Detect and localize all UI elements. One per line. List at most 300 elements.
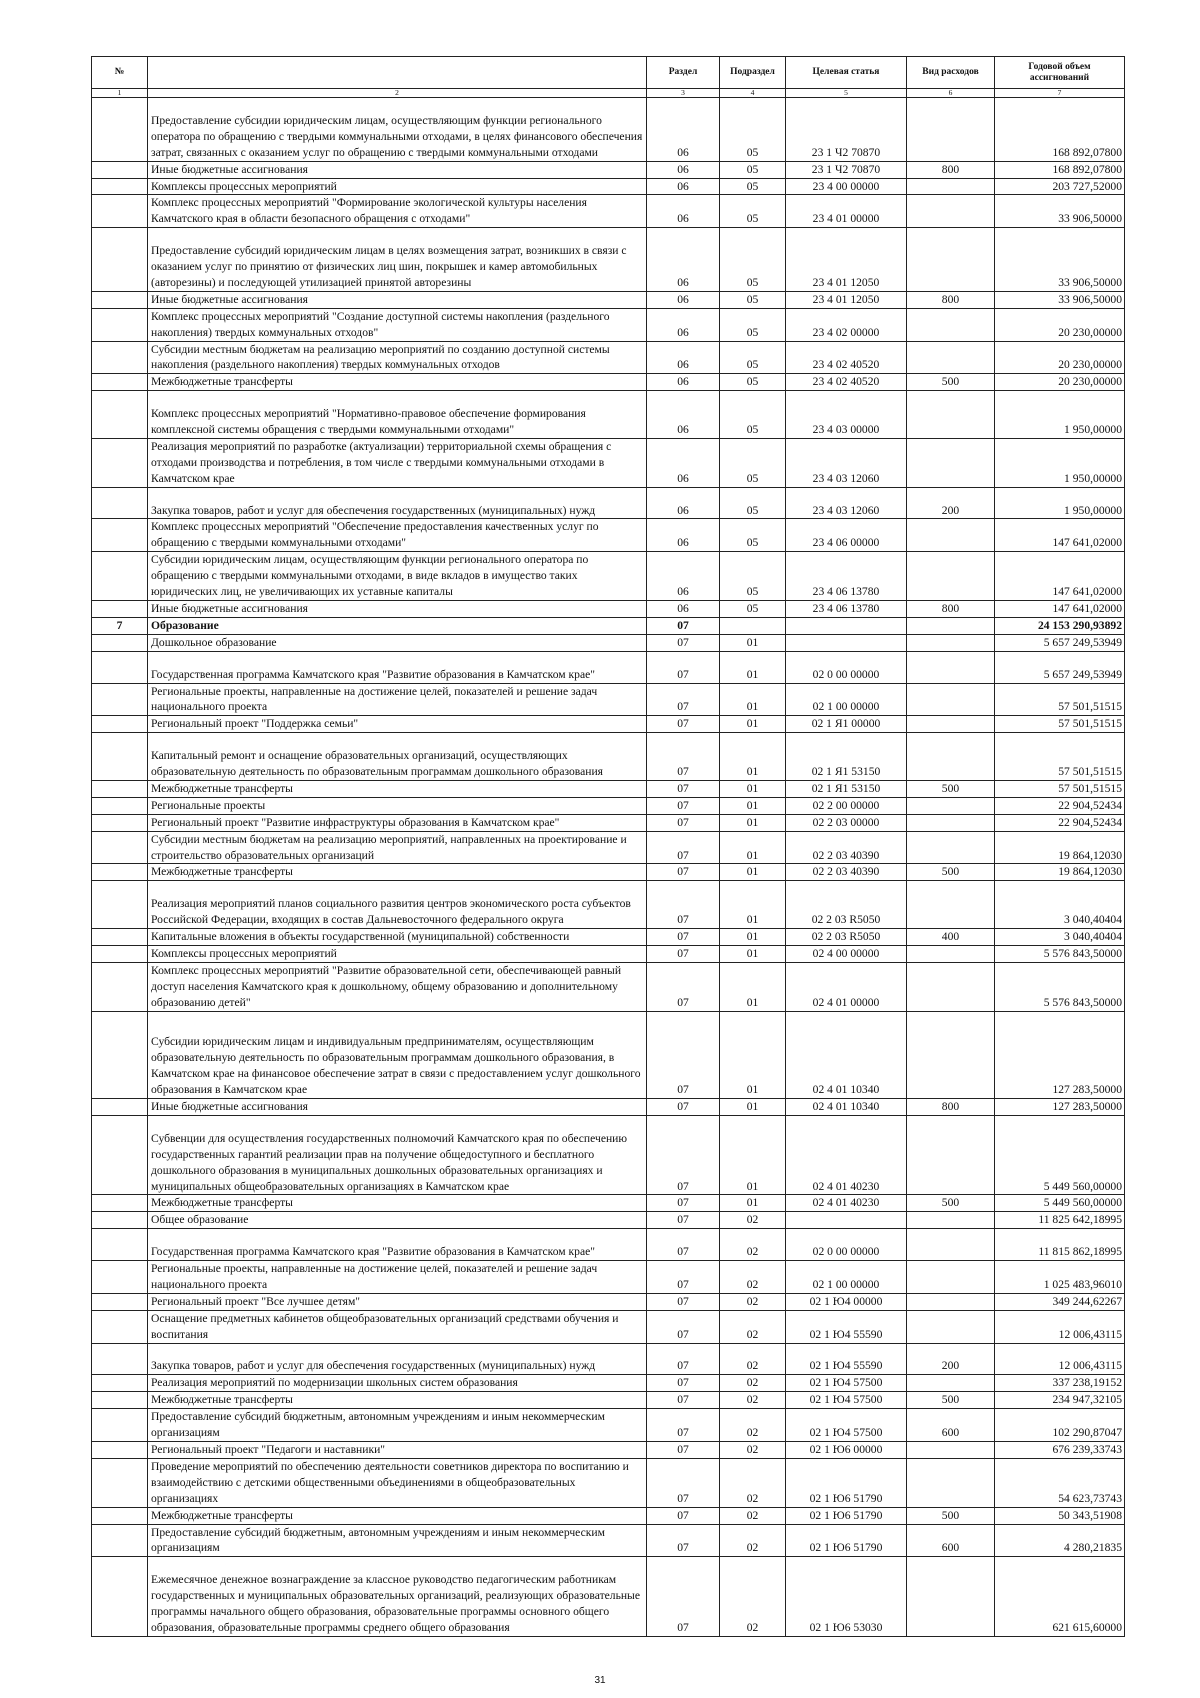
row-amount: 12 006,43115 <box>995 1310 1125 1343</box>
row-target: 02 2 03 R5050 <box>786 881 907 929</box>
row-target <box>786 617 907 634</box>
row-name: Образование <box>148 617 647 634</box>
row-target: 02 1 00 00000 <box>786 683 907 716</box>
row-section: 06 <box>647 552 720 601</box>
row-subsection: 01 <box>720 1195 786 1212</box>
row-number <box>92 881 148 929</box>
table-row <box>92 600 1125 617</box>
table-row <box>92 438 1125 487</box>
row-subsection: 01 <box>720 1115 786 1195</box>
table-row <box>92 831 1125 864</box>
header-target: Целевая статья <box>786 57 907 89</box>
row-expense-type: 800 <box>907 1099 995 1116</box>
row-number <box>92 391 148 439</box>
row-target: 02 1 00 00000 <box>786 1261 907 1294</box>
row-subsection: 05 <box>720 487 786 519</box>
row-subsection: 05 <box>720 195 786 228</box>
row-target: 23 4 00 00000 <box>786 178 907 195</box>
row-amount: 127 283,50000 <box>995 1011 1125 1098</box>
row-name: Комплекс процессных мероприятий "Нормативно-правовое обеспечение формирования комплексной системы обращения с твердыми коммунальными отходами" <box>148 391 647 439</box>
row-expense-type <box>907 651 995 683</box>
row-subsection: 01 <box>720 634 786 651</box>
table-row <box>92 1195 1125 1212</box>
row-name: Закупка товаров, работ и услуг для обеспечения государственных (муниципальных) нужд <box>148 487 647 519</box>
row-expense-type: 200 <box>907 1343 995 1375</box>
row-number <box>92 1293 148 1310</box>
row-expense-type <box>907 228 995 292</box>
row-section: 07 <box>647 1524 720 1557</box>
row-number <box>92 178 148 195</box>
row-section: 07 <box>647 1392 720 1409</box>
row-expense-type: 800 <box>907 291 995 308</box>
row-amount: 20 230,00000 <box>995 341 1125 374</box>
row-amount: 349 244,62267 <box>995 1293 1125 1310</box>
row-subsection: 01 <box>720 716 786 733</box>
row-target: 02 1 Ю6 00000 <box>786 1441 907 1458</box>
row-expense-type <box>907 98 995 162</box>
row-number <box>92 1343 148 1375</box>
row-subsection: 02 <box>720 1310 786 1343</box>
header-amount: Годовой объем ассигнований <box>995 57 1125 89</box>
table-row <box>92 161 1125 178</box>
row-subsection: 02 <box>720 1343 786 1375</box>
row-name: Проведение мероприятий по обеспечению деятельности советников директора по воспитанию и взаимодействию с детскими общественными объединениями в общеобразовательных организациях <box>148 1458 647 1507</box>
column-number: 7 <box>995 89 1125 98</box>
row-subsection: 02 <box>720 1458 786 1507</box>
row-number <box>92 1507 148 1524</box>
row-target: 23 4 06 13780 <box>786 552 907 601</box>
row-expense-type: 500 <box>907 1507 995 1524</box>
row-number <box>92 780 148 797</box>
row-expense-type <box>907 716 995 733</box>
row-amount: 57 501,51515 <box>995 716 1125 733</box>
row-name: Региональные проекты <box>148 797 647 814</box>
row-name: Межбюджетные трансферты <box>148 864 647 881</box>
row-amount: 102 290,87047 <box>995 1409 1125 1442</box>
row-name: Иные бюджетные ассигнования <box>148 1099 647 1116</box>
row-subsection: 01 <box>720 881 786 929</box>
row-expense-type <box>907 617 995 634</box>
row-section: 07 <box>647 1343 720 1375</box>
row-name: Комплекс процессных мероприятий "Развитие образовательной сети, обеспечивающей равный доступ населения Камчатского края к дошкольному, общему образованию и дополнительному образованию детей" <box>148 962 647 1011</box>
table-row <box>92 814 1125 831</box>
row-subsection: 01 <box>720 929 786 946</box>
row-number <box>92 341 148 374</box>
row-expense-type <box>907 1229 995 1261</box>
row-amount: 24 153 290,93892 <box>995 617 1125 634</box>
table-row <box>92 1310 1125 1343</box>
row-amount: 12 006,43115 <box>995 1343 1125 1375</box>
row-name: Субвенции для осуществления государственных полномочий Камчатского края по обеспечению государственных гарантий реализации прав на получение общедоступного и бесплатного дошкольного образования в муниципальных дошкольных образовательных организациях и муниципальных общеобразовательных организациях в Камчатском крае <box>148 1115 647 1195</box>
row-expense-type <box>907 814 995 831</box>
row-section: 06 <box>647 487 720 519</box>
row-name: Капитальный ремонт и оснащение образовательных организаций, осуществляющих образовательную деятельность по образовательным программам дошкольного образования <box>148 733 647 781</box>
row-expense-type: 500 <box>907 864 995 881</box>
row-amount: 234 947,32105 <box>995 1392 1125 1409</box>
row-name: Региональные проекты, направленные на достижение целей, показателей и решение задач национального проекта <box>148 683 647 716</box>
row-section: 07 <box>647 929 720 946</box>
row-amount: 1 025 483,96010 <box>995 1261 1125 1294</box>
table-row <box>92 1441 1125 1458</box>
row-target: 23 4 03 12060 <box>786 487 907 519</box>
row-subsection: 02 <box>720 1557 786 1637</box>
row-amount: 168 892,07800 <box>995 98 1125 162</box>
row-name: Региональные проекты, направленные на достижение целей, показателей и решение задач национального проекта <box>148 1261 647 1294</box>
row-subsection: 05 <box>720 178 786 195</box>
row-subsection <box>720 617 786 634</box>
row-expense-type <box>907 519 995 552</box>
row-number <box>92 161 148 178</box>
row-target: 02 1 Ю6 53030 <box>786 1557 907 1637</box>
row-number <box>92 716 148 733</box>
row-name: Комплекс процессных мероприятий "Создание доступной системы накопления (раздельного накопления) твердых коммунальных отходов" <box>148 308 647 341</box>
row-amount: 147 641,02000 <box>995 600 1125 617</box>
row-number <box>92 864 148 881</box>
row-subsection: 02 <box>720 1229 786 1261</box>
row-number <box>92 600 148 617</box>
table-row <box>92 1212 1125 1229</box>
row-subsection: 02 <box>720 1409 786 1442</box>
row-expense-type <box>907 797 995 814</box>
header-row <box>92 57 1125 89</box>
row-section: 06 <box>647 374 720 391</box>
row-target: 02 2 03 R5050 <box>786 929 907 946</box>
header-expense-type: Вид расходов <box>907 57 995 89</box>
row-section: 07 <box>647 1011 720 1098</box>
row-number <box>92 683 148 716</box>
row-expense-type <box>907 1261 995 1294</box>
row-name: Государственная программа Камчатского края "Развитие образования в Камчатском крае" <box>148 1229 647 1261</box>
row-amount: 54 623,73743 <box>995 1458 1125 1507</box>
row-amount: 1 950,00000 <box>995 438 1125 487</box>
table-row <box>92 929 1125 946</box>
row-expense-type <box>907 1293 995 1310</box>
table-row <box>92 1524 1125 1557</box>
row-name: Субсидии местным бюджетам на реализацию мероприятий по созданию доступной системы накопления (раздельного накопления) твердых коммунальных отходов <box>148 341 647 374</box>
row-number: 7 <box>92 617 148 634</box>
row-subsection: 05 <box>720 391 786 439</box>
row-amount: 57 501,51515 <box>995 733 1125 781</box>
row-name: Ежемесячное денежное вознаграждение за классное руководство педагогическим работникам государственных и муниципальных образовательных организаций, реализующих образовательные программы начального общего образования, образовательные программы основного общего образования, образовательные программы среднего общего образования <box>148 1557 647 1637</box>
row-number <box>92 1557 148 1637</box>
row-number <box>92 291 148 308</box>
row-expense-type <box>907 552 995 601</box>
row-section: 07 <box>647 881 720 929</box>
row-target: 02 1 Я1 53150 <box>786 733 907 781</box>
row-target: 02 2 03 40390 <box>786 831 907 864</box>
row-expense-type: 800 <box>907 600 995 617</box>
row-number <box>92 1115 148 1195</box>
table-row <box>92 1099 1125 1116</box>
row-amount: 147 641,02000 <box>995 552 1125 601</box>
row-expense-type <box>907 1441 995 1458</box>
row-expense-type <box>907 1115 995 1195</box>
row-section: 07 <box>647 1229 720 1261</box>
row-number <box>92 1011 148 1098</box>
column-number: 1 <box>92 89 148 98</box>
row-number <box>92 1229 148 1261</box>
row-section: 06 <box>647 391 720 439</box>
row-name: Реализация мероприятий по разработке (актуализации) территориальной схемы обращения с отходами производства и потребления, в том числе с твердыми коммунальными отходами в Камчатском крае <box>148 438 647 487</box>
table-row <box>92 195 1125 228</box>
row-subsection: 01 <box>720 1099 786 1116</box>
table-row <box>92 780 1125 797</box>
row-number <box>92 438 148 487</box>
row-subsection: 01 <box>720 780 786 797</box>
row-section: 07 <box>647 1115 720 1195</box>
table-row <box>92 1261 1125 1294</box>
row-target <box>786 634 907 651</box>
row-number <box>92 831 148 864</box>
row-amount: 3 040,40404 <box>995 881 1125 929</box>
table-row <box>92 228 1125 292</box>
row-name: Комплексы процессных мероприятий <box>148 945 647 962</box>
row-name: Оснащение предметных кабинетов общеобразовательных организаций средствами обучения и воспитания <box>148 1310 647 1343</box>
row-name: Межбюджетные трансферты <box>148 780 647 797</box>
row-subsection: 05 <box>720 228 786 292</box>
row-amount: 5 657 249,53949 <box>995 651 1125 683</box>
row-amount: 1 950,00000 <box>995 391 1125 439</box>
row-name: Предоставление субсидий бюджетным, автономным учреждениям и иным некоммерческим организациям <box>148 1524 647 1557</box>
page-number: 31 <box>594 1675 606 1686</box>
table-row <box>92 634 1125 651</box>
row-expense-type: 500 <box>907 1195 995 1212</box>
row-name: Комплекс процессных мероприятий "Формирование экологической культуры населения Камчатского края в области безопасного обращения с отходами" <box>148 195 647 228</box>
row-amount: 33 906,50000 <box>995 291 1125 308</box>
row-expense-type <box>907 683 995 716</box>
table-row <box>92 1011 1125 1098</box>
row-section: 07 <box>647 864 720 881</box>
row-section: 07 <box>647 1458 720 1507</box>
row-number <box>92 962 148 1011</box>
column-number: 4 <box>720 89 786 98</box>
row-amount: 19 864,12030 <box>995 864 1125 881</box>
row-target: 23 1 Ч2 70870 <box>786 161 907 178</box>
row-number <box>92 374 148 391</box>
row-amount: 22 904,52434 <box>995 797 1125 814</box>
row-target: 23 4 02 40520 <box>786 341 907 374</box>
header-no: № <box>92 57 148 89</box>
table-row <box>92 552 1125 601</box>
row-expense-type: 500 <box>907 374 995 391</box>
row-section: 07 <box>647 945 720 962</box>
row-number <box>92 929 148 946</box>
row-subsection: 02 <box>720 1524 786 1557</box>
row-name: Межбюджетные трансферты <box>148 1195 647 1212</box>
row-number <box>92 487 148 519</box>
row-subsection: 05 <box>720 600 786 617</box>
row-name: Иные бюджетные ассигнования <box>148 600 647 617</box>
row-amount: 11 825 642,18995 <box>995 1212 1125 1229</box>
row-amount: 168 892,07800 <box>995 161 1125 178</box>
row-expense-type <box>907 1458 995 1507</box>
row-expense-type <box>907 831 995 864</box>
row-name: Закупка товаров, работ и услуг для обеспечения государственных (муниципальных) нужд <box>148 1343 647 1375</box>
row-number <box>92 195 148 228</box>
table-row <box>92 962 1125 1011</box>
row-number <box>92 797 148 814</box>
row-name: Предоставление субсидий бюджетным, автономным учреждениям и иным некоммерческим организациям <box>148 1409 647 1442</box>
row-amount: 19 864,12030 <box>995 831 1125 864</box>
row-section: 06 <box>647 161 720 178</box>
row-expense-type: 400 <box>907 929 995 946</box>
row-amount: 127 283,50000 <box>995 1099 1125 1116</box>
row-name: Субсидии юридическим лицам и индивидуальным предпринимателям, осуществляющим образовательную деятельность по образовательным программам дошкольного образования, в Камчатском крае на финансовое обеспечение затрат в связи с предоставлением услуг дошкольного образования в Камчатском крае <box>148 1011 647 1098</box>
row-section: 07 <box>647 1195 720 1212</box>
row-target: 23 4 03 00000 <box>786 391 907 439</box>
table-row <box>92 487 1125 519</box>
table-row <box>92 341 1125 374</box>
row-amount: 147 641,02000 <box>995 519 1125 552</box>
table-row <box>92 519 1125 552</box>
row-subsection: 01 <box>720 831 786 864</box>
row-name: Предоставление субсидии юридическим лицам, осуществляющим функции регионального оператора по обращению с твердыми коммунальными отходами, в целях финансового обеспечения затрат, связанных с оказанием услуг по обращению с твердыми коммунальными отходами <box>148 98 647 162</box>
table-row <box>92 291 1125 308</box>
row-number <box>92 1195 148 1212</box>
row-expense-type <box>907 1212 995 1229</box>
row-target: 02 1 Ю6 51790 <box>786 1507 907 1524</box>
row-number <box>92 1310 148 1343</box>
row-expense-type <box>907 634 995 651</box>
row-number <box>92 1441 148 1458</box>
row-amount: 5 657 249,53949 <box>995 634 1125 651</box>
table-row <box>92 683 1125 716</box>
row-target: 23 4 01 12050 <box>786 291 907 308</box>
row-expense-type: 500 <box>907 780 995 797</box>
row-amount: 20 230,00000 <box>995 308 1125 341</box>
row-subsection: 01 <box>720 651 786 683</box>
row-number <box>92 308 148 341</box>
row-subsection: 05 <box>720 552 786 601</box>
row-expense-type <box>907 391 995 439</box>
row-subsection: 01 <box>720 683 786 716</box>
row-target: 02 4 01 40230 <box>786 1115 907 1195</box>
row-name: Реализация мероприятий планов социального развития центров экономического роста субъектов Российской Федерации, входящих в состав Дальневосточного федерального округа <box>148 881 647 929</box>
table-row <box>92 617 1125 634</box>
row-number <box>92 634 148 651</box>
row-expense-type: 600 <box>907 1409 995 1442</box>
row-amount: 676 239,33743 <box>995 1441 1125 1458</box>
row-section: 07 <box>647 797 720 814</box>
row-section: 07 <box>647 683 720 716</box>
row-number <box>92 1524 148 1557</box>
row-number <box>92 228 148 292</box>
header-section: Раздел <box>647 57 720 89</box>
row-target: 02 4 01 10340 <box>786 1099 907 1116</box>
row-target: 23 4 01 00000 <box>786 195 907 228</box>
row-name: Предоставление субсидий юридическим лицам в целях возмещения затрат, возникших в связи с оказанием услуг по принятию от физических лиц шин, покрышек и камер автомобильных (авторезины) и последующей утилизацией принятой авторезины <box>148 228 647 292</box>
row-expense-type: 600 <box>907 1524 995 1557</box>
row-section: 07 <box>647 1557 720 1637</box>
row-subsection: 02 <box>720 1261 786 1294</box>
row-subsection: 05 <box>720 374 786 391</box>
row-subsection: 01 <box>720 797 786 814</box>
row-expense-type <box>907 1011 995 1098</box>
row-subsection: 01 <box>720 962 786 1011</box>
row-amount: 5 576 843,50000 <box>995 962 1125 1011</box>
row-expense-type: 200 <box>907 487 995 519</box>
row-target: 02 4 01 40230 <box>786 1195 907 1212</box>
row-name: Реализация мероприятий по модернизации школьных систем образования <box>148 1375 647 1392</box>
table-row <box>92 1458 1125 1507</box>
row-subsection: 05 <box>720 438 786 487</box>
row-expense-type <box>907 1375 995 1392</box>
row-number <box>92 1409 148 1442</box>
row-section: 06 <box>647 228 720 292</box>
table-row <box>92 864 1125 881</box>
row-expense-type: 800 <box>907 161 995 178</box>
row-target: 02 1 Ю4 57500 <box>786 1409 907 1442</box>
row-target: 23 4 06 00000 <box>786 519 907 552</box>
row-amount: 33 906,50000 <box>995 228 1125 292</box>
table-row <box>92 1115 1125 1195</box>
row-target: 02 1 Ю4 55590 <box>786 1310 907 1343</box>
row-amount: 337 238,19152 <box>995 1375 1125 1392</box>
row-subsection: 02 <box>720 1375 786 1392</box>
row-expense-type <box>907 733 995 781</box>
row-section: 07 <box>647 1375 720 1392</box>
row-target: 23 4 01 12050 <box>786 228 907 292</box>
row-target: 23 1 Ч2 70870 <box>786 98 907 162</box>
row-expense-type <box>907 308 995 341</box>
table-row <box>92 1343 1125 1375</box>
row-subsection: 05 <box>720 291 786 308</box>
table-row <box>92 178 1125 195</box>
row-amount: 621 615,60000 <box>995 1557 1125 1637</box>
row-number <box>92 98 148 162</box>
row-section: 06 <box>647 308 720 341</box>
row-section: 07 <box>647 1099 720 1116</box>
row-expense-type <box>907 341 995 374</box>
row-target: 02 1 Ю4 00000 <box>786 1293 907 1310</box>
row-name: Региональный проект "Все лучшее детям" <box>148 1293 647 1310</box>
row-section: 06 <box>647 291 720 308</box>
row-section: 07 <box>647 1441 720 1458</box>
table-row <box>92 945 1125 962</box>
row-section: 07 <box>647 651 720 683</box>
row-subsection: 01 <box>720 733 786 781</box>
table-row <box>92 651 1125 683</box>
row-amount: 50 343,51908 <box>995 1507 1125 1524</box>
row-expense-type <box>907 1557 995 1637</box>
row-number <box>92 1212 148 1229</box>
row-subsection: 05 <box>720 519 786 552</box>
row-target: 02 0 00 00000 <box>786 651 907 683</box>
row-expense-type <box>907 881 995 929</box>
row-section: 06 <box>647 341 720 374</box>
table-row <box>92 1409 1125 1442</box>
row-amount: 5 576 843,50000 <box>995 945 1125 962</box>
row-number <box>92 733 148 781</box>
row-target: 02 2 03 40390 <box>786 864 907 881</box>
row-subsection: 05 <box>720 161 786 178</box>
row-target: 02 1 Я1 00000 <box>786 716 907 733</box>
row-section: 07 <box>647 1507 720 1524</box>
budget-table <box>91 56 1125 1637</box>
row-number <box>92 552 148 601</box>
row-number <box>92 519 148 552</box>
row-subsection: 02 <box>720 1441 786 1458</box>
row-number <box>92 945 148 962</box>
row-target: 02 4 01 10340 <box>786 1011 907 1098</box>
row-expense-type <box>907 195 995 228</box>
row-section: 07 <box>647 814 720 831</box>
row-subsection: 01 <box>720 1011 786 1098</box>
table-row <box>92 1229 1125 1261</box>
row-name: Иные бюджетные ассигнования <box>148 291 647 308</box>
table-row <box>92 733 1125 781</box>
row-section: 07 <box>647 634 720 651</box>
